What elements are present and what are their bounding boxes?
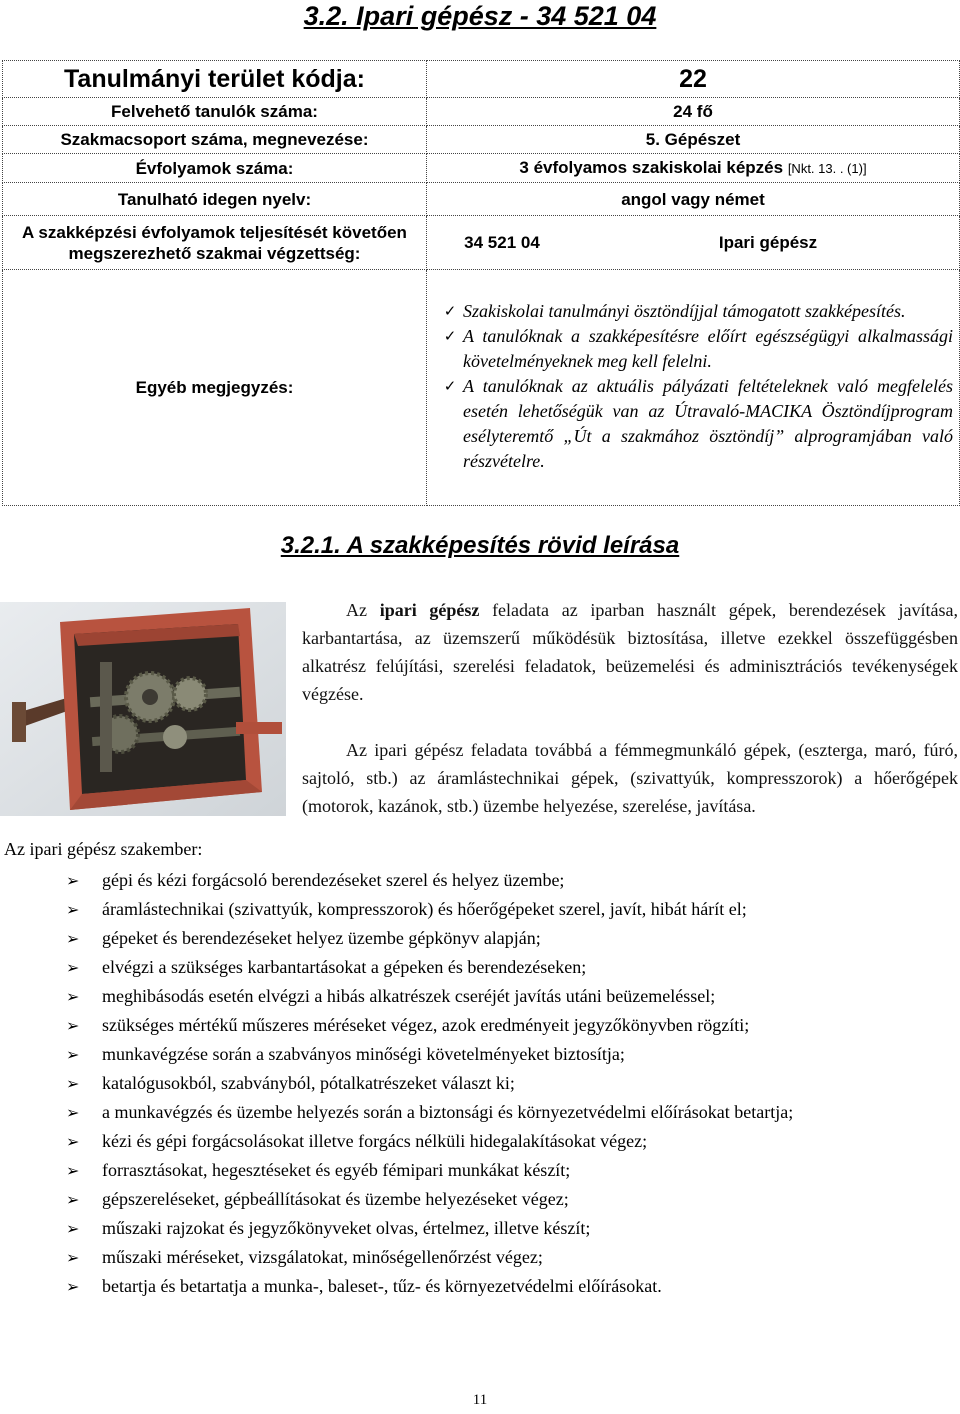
row-value: 3 évfolyamos szakiskolai képzés: [519, 158, 784, 177]
arrow-bullet-icon: ➢: [66, 1016, 80, 1035]
qualification-cell: [427, 216, 960, 270]
arrow-bullet-icon: ➢: [66, 1219, 80, 1238]
intro-text: Az ipari gépész feladata az iparban használt gépek, berendezések javítása, karbantartása, az üzemszerű működésük biztosítása, illetve ezekkel összefüggésben alkatrész felújítási, szerelési feladatok, beüzemelési és adminisztrációs tevékenységek végzése.: [302, 600, 958, 704]
list-item: ➢ forrasztásokat, hegesztéseket és egyéb fémipari munkákat készít;: [66, 1156, 956, 1185]
gearbox-photo: [0, 602, 286, 816]
arrow-bullet-icon: ➢: [66, 1190, 80, 1209]
row-value: angol vagy német: [427, 183, 960, 216]
arrow-bullet-icon: ➢: [66, 1161, 80, 1180]
second-paragraph: [302, 736, 958, 820]
list-item: ➢ katalógusokból, szabványból, pótalkatrészeket választ ki;: [66, 1069, 956, 1098]
notes-list: [427, 270, 960, 506]
checkmark-icon: ✓: [443, 377, 457, 395]
page-title: 3.2. Ipari gépész - 34 521 04: [303, 1, 657, 31]
row-value: 5. Gépészet: [427, 126, 960, 154]
arrow-bullet-icon: ➢: [66, 1103, 80, 1122]
title-label: Tanulmányi terület kódja:: [3, 61, 427, 98]
second-paragraph-text: Az ipari gépész feladata továbbá a fémmegmunkáló gépek, (esztergа, maró, fúró, sajtoló, stb.) az áramlástechnikai gépek, (szivattyúk, kompresszorok) a hőerőgépek (motorok, kazánok, stb.) üzembe helyezése, szerelése, javítása.: [302, 740, 958, 816]
qualification-code: 34 521 04: [464, 233, 540, 252]
task-list: [66, 866, 956, 1301]
arrow-bullet-icon: ➢: [66, 871, 80, 890]
row-value-group: [427, 154, 960, 183]
list-item: ➢ elvégzi a szükséges karbantartásokat a gépeken és berendezéseken;: [66, 953, 956, 982]
list-item: ➢ betartja és betartatja a munka-, baleset-, tűz- és környezetvédelmi előírásokat.: [66, 1272, 956, 1301]
list-item: ➢ gépeket és berendezéseket helyez üzembe gépkönyv alapján;: [66, 924, 956, 953]
info-table: [2, 60, 960, 506]
list-item: ➢ műszaki rajzokat és jegyzőkönyveket olvas, értelmez, illetve készít;: [66, 1214, 956, 1243]
title-value: 22: [427, 61, 960, 98]
list-item: ➢ gépi és kézi forgácsoló berendezéseket szerel és helyez üzembe;: [66, 866, 956, 895]
row-label: Felvehető tanulók száma:: [3, 98, 427, 126]
intro-paragraph: [302, 596, 958, 708]
arrow-bullet-icon: ➢: [66, 1132, 80, 1151]
row-label: Tanulható idegen nyelv:: [3, 183, 427, 216]
row-label: Szakmacsoport száma, megnevezése:: [3, 126, 427, 154]
qualification-name: Ipari gépész: [718, 233, 818, 252]
intro-emphasis: ipari gépész: [379, 600, 480, 620]
section-title: 3.2.1. A szakképesítés rövid leírása: [280, 532, 680, 559]
list-item: ➢ kézi és gépi forgácsolásokat illetve forgács nélküli hidegalakításokat végez;: [66, 1127, 956, 1156]
note-item: ✓ A tanulóknak a szakképesítésre előírt egészségügyi alkalmassági követelményeknek meg kell felelni.: [437, 324, 953, 374]
arrow-bullet-icon: ➢: [66, 1074, 80, 1093]
arrow-bullet-icon: ➢: [66, 987, 80, 1006]
arrow-bullet-icon: ➢: [66, 958, 80, 977]
list-item: ➢ meghibásodás esetén elvégzi a hibás alkatrészek cseréjét javítás utáni beüzemeléssel;: [66, 982, 956, 1011]
page-number: 11: [472, 1392, 488, 1408]
list-item: ➢ a munkavégzés és üzembe helyezés során a biztonsági és környezetvédelmi előírásokat betartja;: [66, 1098, 956, 1127]
arrow-bullet-icon: ➢: [66, 900, 80, 919]
qualification-label: A szakképzési évfolyamok teljesítését követően megszerezhető szakmai végzettség:: [3, 216, 427, 270]
note-item: ✓ Szakiskolai tanulmányi ösztöndíjjal támogatott szakképesítés.: [437, 299, 953, 324]
note-item: ✓ A tanulóknak az aktuális pályázati feltételeknek való megfelelés esetén lehetőségük van az Útravaló-MACIKA Ösztöndíjprogram esélyteremtő „Út a szakmához ösztöndíj” alprogramjában való részvételre.: [437, 374, 953, 474]
list-item: ➢ áramlástechnikai (szivattyúk, kompresszorok) és hőerőgépeket szerel, javít, hibát hárít el;: [66, 895, 956, 924]
list-item: ➢ munkavégzése során a szabványos minőségi követelményeket biztosítja;: [66, 1040, 956, 1069]
arrow-bullet-icon: ➢: [66, 929, 80, 948]
row-label: Évfolyamok száma:: [3, 154, 427, 183]
checkmark-icon: ✓: [443, 327, 457, 345]
list-item: ➢ gépszereléseket, gépbeállításokat és üzembe helyezéseket végez;: [66, 1185, 956, 1214]
list-item: ➢ műszaki méréseket, vizsgálatokat, minőségellenőrzést végez;: [66, 1243, 956, 1272]
task-list-lead: Az ipari gépész szakember:: [4, 839, 203, 859]
row-value-note: [Nkt. 13. . (1)]: [787, 161, 867, 176]
checkmark-icon: ✓: [443, 302, 457, 320]
list-item: ➢ szükséges mértékű műszeres méréseket végez, azok eredményeit jegyzőkönyvben rögzíti;: [66, 1011, 956, 1040]
notes-label: Egyéb megjegyzés:: [3, 270, 427, 506]
arrow-bullet-icon: ➢: [66, 1045, 80, 1064]
arrow-bullet-icon: ➢: [66, 1248, 80, 1267]
row-value: 24 fő: [427, 98, 960, 126]
arrow-bullet-icon: ➢: [66, 1277, 80, 1296]
